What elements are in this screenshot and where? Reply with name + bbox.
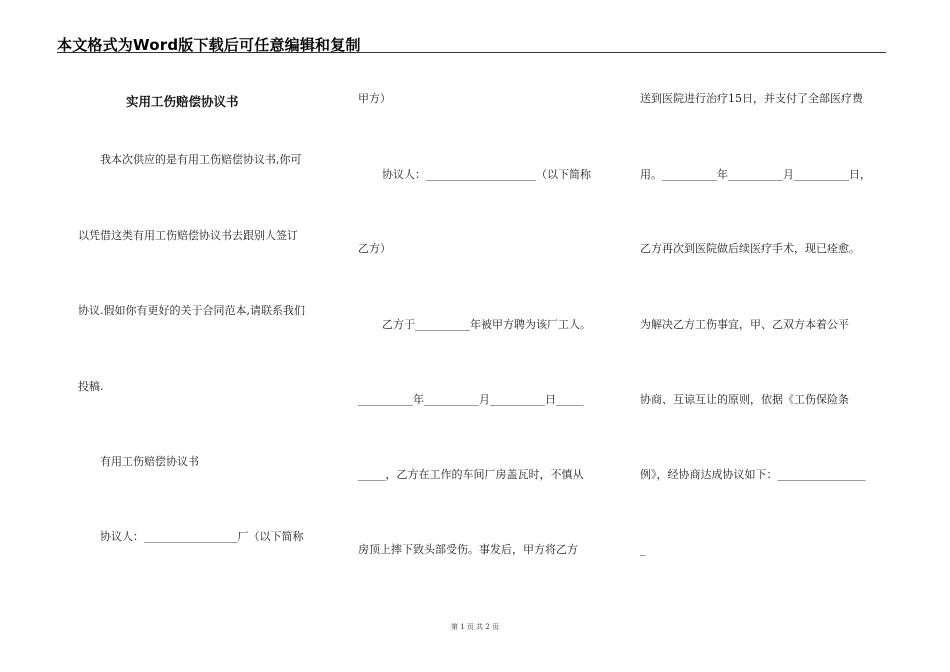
paragraph-line: 我本次供应的是有用工伤赔偿协议书,你可 (100, 153, 302, 166)
paragraph-line: 投稿. (78, 380, 104, 393)
paragraph-line: 协议人：____________________（以下简称 (382, 168, 591, 181)
document-header-title: 本文格式为Word版下载后可任意编辑和复制 (57, 36, 361, 54)
paragraph-line: 房顶上摔下致头部受伤。事发后，甲方将乙方 (358, 543, 578, 556)
paragraph-line: 乙方再次到医院做后续医疗手术，现已痊愈。 (640, 242, 860, 255)
paragraph-line: _____，乙方在工作的车间厂房盖瓦时，不慎从 (358, 468, 584, 481)
paragraph-line: 甲方） (358, 92, 391, 105)
paragraph-line: 用。__________年__________月__________日， (640, 168, 871, 181)
paragraph-line: 送到医院进行治疗15日，并支付了全部医疗费 (640, 92, 863, 105)
header-divider (57, 52, 886, 53)
paragraph-line: 以凭借这类有用工伤赔偿协议书去跟别人签订 (78, 229, 298, 242)
paragraph-line: 协议人：_________________厂（以下简称 (100, 530, 304, 543)
paragraph-line: 乙方） (358, 242, 391, 255)
page-indicator: 第 1 页 共 2 页 (450, 623, 500, 631)
section-heading: 有用工伤赔偿协议书 (100, 455, 199, 468)
paragraph-line: 乙方于__________年被甲方聘为该厂工人。 (382, 318, 591, 331)
paragraph-line: 例》，经协商达成协议如下：________________ (640, 468, 866, 481)
paragraph-line: 协议.假如你有更好的关于合同范本,请联系我们 (78, 304, 305, 317)
paragraph-line: __________年__________月__________日_____ (358, 393, 584, 406)
paragraph-line: 为解决乙方工伤事宜，甲、乙双方本着公平 (640, 318, 849, 331)
document-title: 实用工伤赔偿协议书 (126, 94, 239, 109)
paragraph-line: _ (640, 543, 646, 556)
paragraph-line: 协商、互谅互让的原则，依据《工伤保险条 (640, 393, 849, 406)
